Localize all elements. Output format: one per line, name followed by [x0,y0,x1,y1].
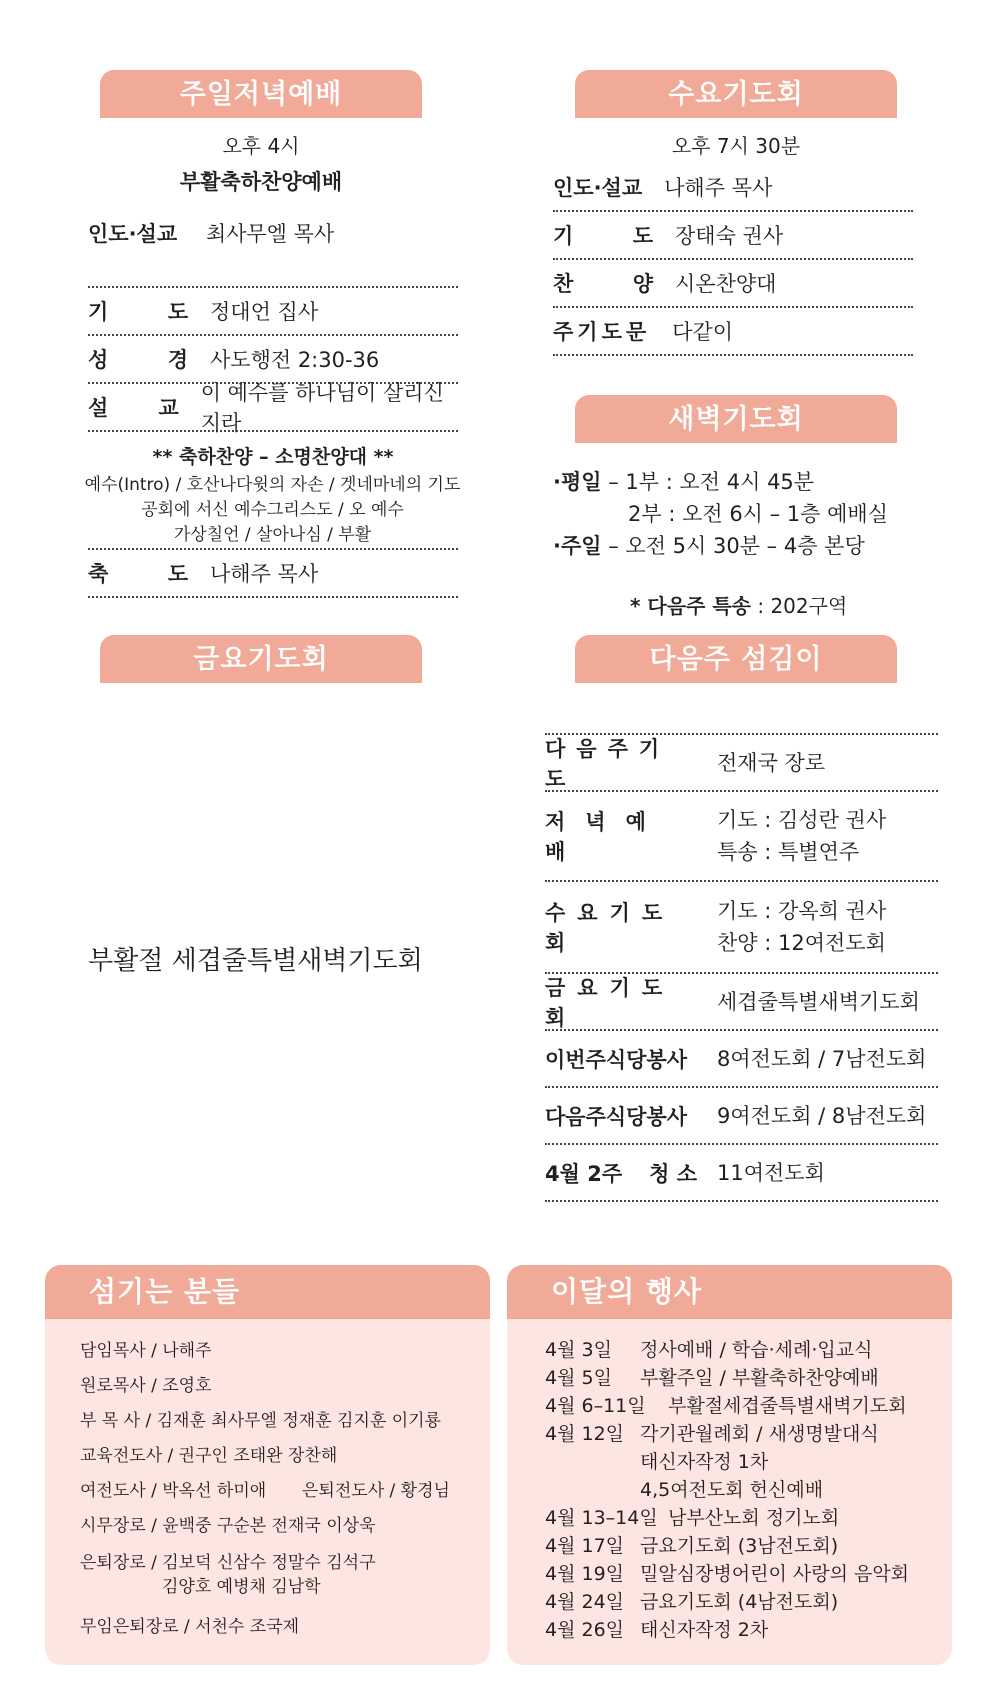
event-date: 4월 13–14일 [545,1507,658,1529]
row-label: 찬 양 [553,272,653,296]
servant-row: 교육전도사 / 권구인 조태완 장찬해 [80,1446,338,1466]
special-song-line: 예수(Intro) / 호산나다윗의 자손 / 겟네마네의 기도 [84,475,461,495]
row-label: 인도·설교 [88,222,178,246]
row-label: 4월 2주 청 소 [545,1161,697,1186]
row-label: 기 도 [88,300,188,324]
event-text: 정사예배 / 학습·세례·입교식 [640,1339,873,1361]
special-song-line: 가상칠언 / 살아나심 / 부활 [173,525,372,545]
dawn-weekday-1: – 1부 : 오전 4시 45분 [608,470,815,494]
event-text: 태신자작정 2차 [640,1619,769,1641]
event-text: 각기관월례회 / 새생명발대식 [640,1423,879,1445]
event-date: 4월 17일 [545,1535,625,1557]
dawn-weekday [553,466,814,496]
event-date: 4월 6–11일 [545,1395,646,1417]
row-value: 기도 : 강옥희 권사 찬양 : 12여전도회 [717,899,887,955]
dawn-special-value: : 202구역 [757,594,848,618]
sunday-row-sermon [88,381,458,435]
wednesday-row-leader [553,164,913,212]
row-label: 다음주기도 [545,736,671,791]
row-value: 이 예수를 하나님이 살리신지라 [200,381,444,435]
dawn-header: 새벽기도회 [575,395,897,443]
dawn-sunday [553,530,865,560]
sunday-evening-header: 주일저녁예배 [100,70,422,118]
dawn-sunday-time: – 오전 5시 30분 – 4층 본당 [608,534,865,558]
event-text: 금요기도회 (4남전도회) [640,1591,839,1613]
next-week-row [545,1086,938,1143]
row-value: 8여전도회 / 7남전도회 [717,1046,927,1071]
row-value: 나해주 목사 [664,176,773,200]
next-week-header: 다음주 섬김이 [575,635,897,683]
next-week-row [545,1029,938,1086]
wednesday-row-prayer [553,212,913,260]
event-date: 4월 12일 [545,1423,625,1445]
row-label: 축 도 [88,562,188,586]
dawn-sunday-label: ·주일 [553,534,602,558]
servant-row: 여전도사 / 박옥선 하미애 [80,1481,267,1501]
dawn-special-label: * 다음주 특송 [630,594,751,618]
event-text: 부활절세겹줄특별새벽기도회 [668,1395,907,1417]
next-week-row [545,733,938,790]
row-label: 설 교 [88,396,179,420]
dawn-special [630,590,847,619]
row-value: 시온찬양대 [675,272,777,296]
wednesday-header: 수요기도회 [575,70,897,118]
servant-row: 담임목사 / 나해주 [80,1341,212,1361]
servant-row: 시무장로 / 윤백중 구순본 전재국 이상욱 [80,1516,376,1536]
row-value: 세겹줄특별새벽기도회 [717,989,920,1014]
wednesday-time: 오후 7시 30분 [671,134,801,158]
next-week-row [545,1143,938,1202]
dawn-weekday-2: 2부 : 오전 6시 – 1층 예배실 [628,502,888,526]
sunday-evening-time: 오후 4시 [222,134,300,158]
row-label: 이번주식당봉사 [545,1047,688,1072]
event-date: 4월 26일 [545,1619,625,1641]
row-value: 9여전도회 / 8남전도회 [717,1103,927,1128]
dawn-weekday-label: ·평일 [553,470,602,494]
friday-header: 금요기도회 [100,635,422,683]
special-song-title: ** 축하찬양 – 소명찬양대 ** [152,446,394,468]
events-header: 이달의 행사 [507,1265,952,1319]
row-label: 금요기도회 [545,975,675,1030]
event-text: 남부산노회 정기노회 [668,1507,840,1529]
row-value: 전재국 장로 [717,750,826,775]
servant-row: 은퇴장로 / 김보덕 신삼수 정말수 김석구 [80,1553,376,1573]
row-value: 기도 : 김성란 권사 특송 : 특별연주 [717,808,887,864]
servants-header: 섬기는 분들 [45,1265,490,1319]
row-value: 장태숙 권사 [675,224,784,248]
row-value: 사도행전 2:30-36 [210,348,380,372]
event-text: 부활주일 / 부활축하찬양예배 [640,1367,879,1389]
event-date: 4월 5일 [545,1367,612,1389]
row-value: 최사무엘 목사 [205,222,335,246]
event-text: 태신자작정 1차 [640,1451,769,1473]
row-label: 성 경 [88,348,188,372]
servant-row: 은퇴전도사 / 황경님 [302,1481,450,1501]
row-value: 다같이 [672,320,734,344]
servant-row: 부 목 사 / 김재훈 최사무엘 정재훈 김지훈 이기룡 [80,1411,441,1431]
event-text: 밀알심장병어린이 사랑의 음악회 [640,1563,910,1585]
event-date: 4월 3일 [545,1339,612,1361]
event-date: 4월 19일 [545,1563,625,1585]
wednesday-row-lords-prayer [553,308,913,356]
wednesday-row-praise [553,260,913,308]
next-week-row [545,880,938,972]
row-value: 정대언 집사 [210,300,319,324]
row-label: 저녁예배 [545,810,666,864]
sunday-row-benediction [88,550,458,598]
row-value: 11여전도회 [717,1160,825,1185]
row-label: 인도·설교 [553,176,643,200]
friday-content: 부활절 세겹줄특별새벽기도회 [88,946,423,976]
sunday-row-leader [88,218,334,248]
event-text: 금요기도회 (3남전도회) [640,1535,839,1557]
next-week-row [545,790,938,880]
next-week-row [545,972,938,1029]
servant-row: 원로목사 / 조영호 [80,1376,212,1396]
row-label: 다음주식당봉사 [545,1104,688,1129]
special-song-line: 공회에 서신 예수그리스도 / 오 예수 [141,500,404,520]
event-text: 4,5여전도회 헌신예배 [640,1479,824,1501]
servant-row: 무임은퇴장로 / 서천수 조국제 [80,1617,300,1637]
sunday-row-prayer [88,288,458,336]
sunday-evening-subtitle: 부활축하찬양예배 [179,170,343,194]
row-value: 나해주 목사 [210,562,319,586]
row-label: 기 도 [553,224,653,248]
event-date: 4월 24일 [545,1591,625,1613]
row-label: 주기도문 [553,320,651,344]
servant-row: 김양호 예병채 김남학 [162,1577,321,1597]
row-label: 수요기도회 [545,901,675,955]
